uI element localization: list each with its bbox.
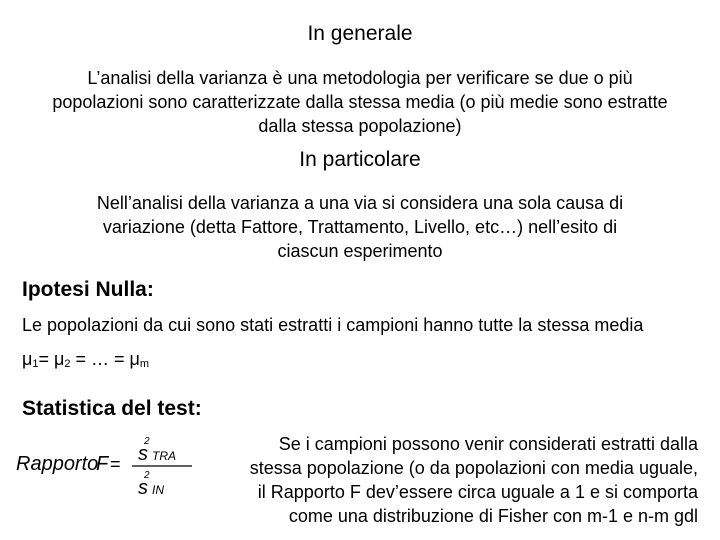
f-ratio-formula <box>14 428 209 500</box>
paragraph-line: variazione (detta Fattore, Trattamento, Livello, etc…) nell’esito di <box>102 217 618 237</box>
numerator-power: 2 <box>144 436 150 447</box>
mu-symbol: μ <box>22 349 33 369</box>
formula-label: Rapporto <box>16 453 99 475</box>
formula-svg <box>14 428 209 500</box>
subscript: 2 <box>64 358 71 370</box>
equals-text: = <box>38 349 55 369</box>
denominator-s: s <box>138 477 148 499</box>
heading-in-generale: In generale <box>307 22 413 45</box>
denominator-subscript: IN <box>152 483 164 497</box>
denominator-power: 2 <box>144 470 150 481</box>
null-hypothesis-equation <box>22 347 149 376</box>
heading-in-particolare: In particolare <box>299 148 421 171</box>
formula-f: F <box>96 453 109 475</box>
paragraph-line: il Rapporto F dev’essere circa uguale a 1 e si comporta <box>257 482 698 502</box>
paragraph-line: L’analisi della varianza è una metodologia per verificare se due o più <box>87 68 633 88</box>
heading-ipotesi-nulla: Ipotesi Nulla: <box>22 278 154 301</box>
subscript: 1 <box>32 358 39 370</box>
paragraph-line: come una distribuzione di Fisher con m-1 e n-m gdl <box>288 506 698 526</box>
numerator-subscript: TRA <box>152 449 176 463</box>
paragraph-definition <box>0 66 720 138</box>
paragraph-line: dalla stessa popolazione) <box>258 116 462 136</box>
equals-text: = … = <box>70 349 130 369</box>
mu-symbol: μ <box>129 349 140 369</box>
paragraph-one-way <box>0 191 720 263</box>
test-explanation <box>198 432 698 528</box>
paragraph-line: popolazioni sono caratterizzate dalla stessa media (o più medie sono estratte <box>52 92 668 112</box>
heading-statistica-test: Statistica del test: <box>22 397 202 420</box>
paragraph-line: Se i campioni possono venir considerati estratti dalla <box>278 434 698 454</box>
paragraph-line: stessa popolazione (o da popolazioni con media uguale, <box>249 458 698 478</box>
numerator-s: s <box>138 443 148 465</box>
paragraph-line: Nell’analisi della varianza a una via si considera una sola causa di <box>96 193 624 213</box>
null-hypothesis-text: Le popolazioni da cui sono stati estratti i campioni hanno tutte la stessa media <box>22 315 644 335</box>
subscript: m <box>139 358 150 370</box>
formula-equals: = <box>110 454 121 474</box>
paragraph-line: ciascun esperimento <box>277 241 443 261</box>
mu-symbol: μ <box>54 349 65 369</box>
